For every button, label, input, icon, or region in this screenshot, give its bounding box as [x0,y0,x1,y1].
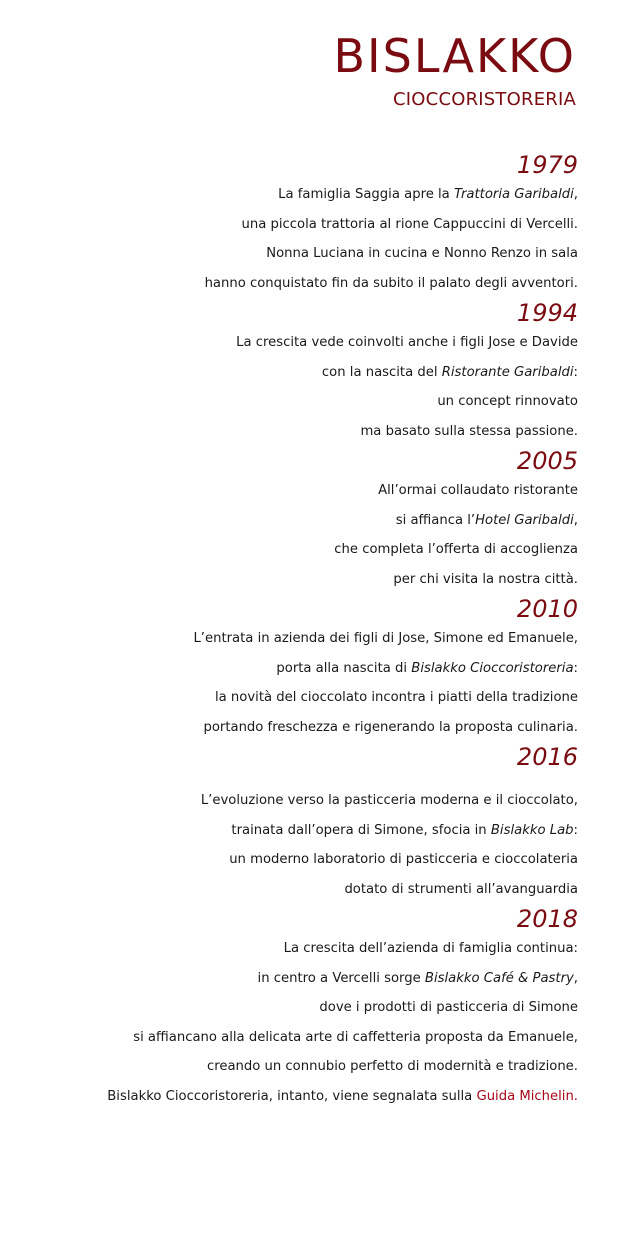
year-heading: 1994 [516,299,578,327]
section-text [18,476,578,594]
year-heading: 2016 [516,743,578,771]
text-line [18,1082,578,1112]
text-segment: Nonna Luciana in cucina e Nonno Renzo in sala [266,246,578,261]
text-segment: , [573,187,578,202]
text-line [18,875,578,905]
text-line [18,506,578,536]
italic-name: Bislakko Cioccoristoreria [411,660,574,676]
text-segment: L’evoluzione verso la pasticceria moderna e il cioccolato, [200,793,578,808]
text-line [18,845,578,875]
italic-name: Hotel Garibaldi [475,512,574,528]
text-line [18,269,578,299]
text-line [18,816,578,846]
text-segment: si affiancano alla delicata arte di caffetteria proposta da Emanuele, [133,1029,578,1045]
text-segment: dotato di strumenti all’avanguardia [344,881,578,897]
timeline-section-2016 [18,742,578,904]
text-segment: ma basato sulla stessa passione. [360,423,578,439]
text-segment: con la nascita del [321,364,442,380]
text-line [18,358,578,388]
year-heading: 1979 [516,151,578,179]
brand-subtitle: CIOCCORISTORERIA [393,89,576,110]
text-segment: creando un connubio perfetto di modernità e tradizione. [206,1059,578,1074]
text-line [18,786,578,816]
section-text [18,934,578,1111]
section-text [18,624,578,742]
text-line [18,654,578,684]
section-text [18,180,578,298]
text-line [18,180,578,210]
text-segment: la novità del cioccolato incontra i piatti della tradizione [215,690,578,705]
text-segment: , [573,512,578,528]
text-segment: : [573,660,578,676]
text-segment: : [573,364,578,380]
timeline-section-1994 [18,298,578,446]
text-line [18,1023,578,1053]
history-timeline [18,150,578,1111]
text-segment: Bislakko Cioccoristoreria, intanto, viene segnalata sulla [107,1088,477,1104]
text-segment: L’entrata in azienda dei figli di Jose, Simone ed Emanuele, [193,631,578,646]
text-segment: trainata dall’opera di Simone, sfocia in [231,822,491,838]
year-heading: 2018 [516,905,578,933]
text-segment: un moderno laboratorio di pasticceria e cioccolateria [229,852,578,867]
text-segment: All’ormai collaudato ristorante [378,483,578,498]
text-line [18,683,578,713]
text-segment: La famiglia Saggia apre la [278,187,454,202]
text-line [18,934,578,964]
text-line [18,535,578,565]
text-line [18,713,578,743]
text-segment: porta alla nascita di [276,660,412,676]
italic-name: Bislakko Café & Pastry [424,970,574,986]
text-line [18,624,578,654]
text-line [18,964,578,994]
text-line [18,387,578,417]
text-segment: portando freschezza e rigenerando la proposta culinaria. [203,719,578,735]
text-segment: che completa l’offerta di accoglienza [334,542,578,557]
text-segment: in centro a Vercelli sorge [257,970,425,986]
section-text [18,786,578,904]
text-segment: una piccola trattoria al rione Cappuccini di Vercelli. [241,216,578,232]
text-segment: La crescita dell’azienda di famiglia continua: [283,941,578,956]
timeline-section-2018 [18,904,578,1111]
timeline-section-2005 [18,446,578,594]
text-segment: hanno conquistato fin da subito il palato degli avventori. [204,275,578,291]
year-heading: 2005 [516,447,578,475]
text-line [18,239,578,269]
text-segment: un concept rinnovato [437,394,578,409]
text-segment: La crescita vede coinvolti anche i figli Jose e Davide [236,335,578,350]
timeline-section-2010 [18,594,578,742]
brand-title: BISLAKKO [333,29,576,83]
section-text [18,328,578,446]
text-line [18,1052,578,1082]
guida-michelin-link[interactable]: Guida Michelin. [476,1088,578,1104]
timeline-section-1979 [18,150,578,298]
text-line [18,565,578,595]
text-line [18,328,578,358]
text-segment: per chi visita la nostra città. [393,571,578,587]
text-segment: : [573,822,578,838]
text-line [18,417,578,447]
year-heading: 2010 [516,595,578,623]
text-line [18,993,578,1023]
italic-name: Trattoria Garibaldi [453,187,574,202]
text-line [18,476,578,506]
text-segment: si affianca l’ [395,512,476,528]
text-line [18,210,578,240]
italic-name: Ristorante Garibaldi [441,364,574,380]
brand-header [334,30,577,112]
text-segment: , [573,970,578,986]
text-segment: dove i prodotti di pasticceria di Simone [319,1000,578,1015]
italic-name: Bislakko Lab [490,822,574,838]
